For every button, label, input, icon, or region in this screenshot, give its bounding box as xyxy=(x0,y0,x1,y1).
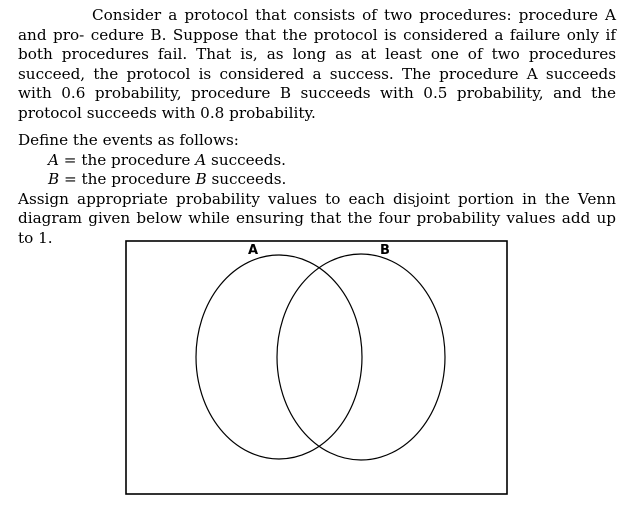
venn-diagram xyxy=(125,238,509,500)
circle-b xyxy=(277,254,445,460)
label-b: B xyxy=(380,243,390,258)
intro-rest: cedure B. Suppose that the protocol is considered a failure only if both procedures fail. That is, as long as at least one of two procedures succeed, the protocol is considered a success. The procedure A succeeds with 0.6 probability, procedure B succeeds with 0.5 probability, and the protocol succeeds with 0.8 probability. xyxy=(18,25,616,122)
instruction-paragraph: Assign appropriate probability values to each disjoint portion in the Venn diagram given below while ensuring that the four probability values add up to 1. xyxy=(18,189,616,247)
event-a-definition: A = the procedure A succeeds. xyxy=(48,150,286,169)
intro-paragraph xyxy=(18,6,616,123)
circle-a xyxy=(196,255,362,459)
define-heading: Define the events as follows: xyxy=(18,131,239,149)
event-b-definition: B = the procedure B succeeds. xyxy=(48,170,287,188)
intro-line-1: Consider a protocol that consists of two procedures: procedure A and pro- xyxy=(18,6,616,44)
sample-space-rectangle xyxy=(126,241,507,494)
label-a: A xyxy=(247,243,259,258)
problem-text xyxy=(18,6,616,248)
